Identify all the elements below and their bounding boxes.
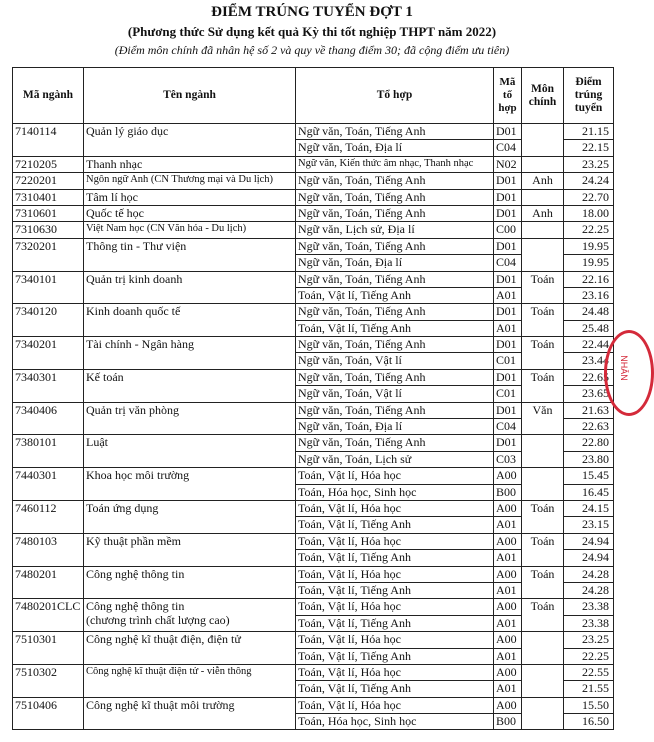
- main-subject: [522, 124, 564, 157]
- major-name: [84, 189, 296, 205]
- header-code: Mã ngành: [13, 68, 84, 124]
- combination-code: A01: [494, 517, 522, 533]
- admission-score: 22.25: [564, 648, 614, 664]
- combination-code: A00: [494, 533, 522, 549]
- admission-score: 19.95: [564, 255, 614, 271]
- admission-score: 18.00: [564, 205, 614, 221]
- combination-code: D01: [494, 173, 522, 189]
- subject-combination: Toán, Vật lí, Tiếng Anh: [296, 550, 494, 566]
- table-row: [13, 402, 614, 418]
- header-name: Tên ngành: [84, 68, 296, 124]
- table-row: [13, 468, 614, 484]
- main-subject: Toán: [522, 337, 564, 370]
- main-subject: [522, 697, 564, 730]
- major-name-line: Công nghệ thông tin: [86, 599, 185, 614]
- major-name-line: Thanh nhạc: [86, 156, 143, 171]
- table-row: [13, 205, 614, 221]
- major-name: [84, 664, 296, 697]
- combination-code: B00: [494, 484, 522, 500]
- major-name: [84, 599, 296, 632]
- table-row: [13, 304, 614, 320]
- major-name-line: Thông tin - Thư viện: [86, 238, 187, 253]
- subject-combination: Toán, Vật lí, Tiếng Anh: [296, 615, 494, 631]
- main-subject: [522, 238, 564, 271]
- official-seal: NHÂN: [604, 330, 654, 416]
- subject-combination: Ngữ văn, Toán, Địa lí: [296, 140, 494, 156]
- main-subject: Toán: [522, 533, 564, 566]
- major-code: 7340201: [13, 337, 84, 370]
- admission-score: 22.80: [564, 435, 614, 451]
- main-subject: [522, 189, 564, 205]
- combination-code: C04: [494, 419, 522, 435]
- admission-score: 22.44: [564, 337, 614, 353]
- main-subject: Toán: [522, 566, 564, 599]
- subject-combination: Toán, Vật lí, Tiếng Anh: [296, 320, 494, 336]
- table-row: [13, 566, 614, 582]
- major-name: [84, 173, 296, 189]
- combination-code: D01: [494, 369, 522, 385]
- combination-code: D01: [494, 189, 522, 205]
- admission-score: 24.28: [564, 566, 614, 582]
- major-code: 7210205: [13, 156, 84, 172]
- admission-score: 23.44: [564, 353, 614, 369]
- subject-combination: Ngữ văn, Toán, Địa lí: [296, 419, 494, 435]
- subject-combination: Toán, Hóa học, Sinh học: [296, 484, 494, 500]
- header-combo: Tổ hợp: [296, 68, 494, 124]
- combination-code: C04: [494, 255, 522, 271]
- table-row: [13, 222, 614, 238]
- subject-combination: Ngữ văn, Toán, Vật lí: [296, 386, 494, 402]
- table-row: [13, 337, 614, 353]
- combination-code: D01: [494, 435, 522, 451]
- major-name-line: Công nghệ kĩ thuật điện, điện tử: [86, 632, 241, 647]
- combination-code: C01: [494, 353, 522, 369]
- table-row: [13, 697, 614, 713]
- subject-combination: Ngữ văn, Toán, Tiếng Anh: [296, 238, 494, 254]
- admission-score: 25.48: [564, 320, 614, 336]
- combination-code: A01: [494, 681, 522, 697]
- subject-combination: Toán, Vật lí, Hóa học: [296, 500, 494, 516]
- admission-score: 15.50: [564, 697, 614, 713]
- admission-score: 23.25: [564, 156, 614, 172]
- combination-code: A00: [494, 697, 522, 713]
- combination-code: A01: [494, 648, 522, 664]
- major-name: [84, 337, 296, 370]
- combination-code: D01: [494, 402, 522, 418]
- admission-score: 22.63: [564, 419, 614, 435]
- subject-combination: Toán, Vật lí, Hóa học: [296, 632, 494, 648]
- table-row: [13, 500, 614, 516]
- admission-score: 19.95: [564, 238, 614, 254]
- admission-score: 23.80: [564, 451, 614, 467]
- table-row: [13, 173, 614, 189]
- admission-score: 24.94: [564, 533, 614, 549]
- table-row: [13, 664, 614, 680]
- admission-score: 22.15: [564, 140, 614, 156]
- major-name: [84, 632, 296, 665]
- subject-combination: Ngữ văn, Toán, Lịch sử: [296, 451, 494, 467]
- combination-code: C04: [494, 140, 522, 156]
- main-subject: [522, 222, 564, 238]
- major-name-line-2: (chương trình chất lượng cao): [86, 613, 230, 628]
- combination-code: D01: [494, 337, 522, 353]
- major-code: 7340406: [13, 402, 84, 435]
- major-code: 7440301: [13, 468, 84, 501]
- major-code: 7380101: [13, 435, 84, 468]
- major-code: 7460112: [13, 500, 84, 533]
- subject-combination: Ngữ văn, Toán, Tiếng Anh: [296, 402, 494, 418]
- document-title: ĐIỂM TRÚNG TUYỂN ĐỢT 1: [211, 4, 413, 20]
- major-name: [84, 304, 296, 337]
- major-name-line: Kỹ thuật phần mềm: [86, 533, 181, 548]
- admission-score: 21.55: [564, 681, 614, 697]
- admission-score: 23.38: [564, 599, 614, 615]
- major-name: [84, 566, 296, 599]
- main-subject: Toán: [522, 500, 564, 533]
- subject-combination: Toán, Vật lí, Hóa học: [296, 468, 494, 484]
- major-code: 7510301: [13, 632, 84, 665]
- table-row: [13, 599, 614, 615]
- table-row: [13, 435, 614, 451]
- major-name-line: Tài chính - Ngân hàng: [86, 337, 194, 352]
- major-name-line: Khoa học môi trường: [86, 468, 190, 483]
- admission-score: 24.15: [564, 500, 614, 516]
- subject-combination: Toán, Vật lí, Hóa học: [296, 533, 494, 549]
- combination-code: D01: [494, 271, 522, 287]
- admission-score: 22.25: [564, 222, 614, 238]
- subject-combination: Ngữ văn, Toán, Tiếng Anh: [296, 304, 494, 320]
- table-row: [13, 189, 614, 205]
- major-name: [84, 468, 296, 501]
- admission-score: 16.45: [564, 484, 614, 500]
- table-row: [13, 124, 614, 140]
- major-name-line: Ngôn ngữ Anh (CN Thương mại và Du lịch): [86, 174, 274, 186]
- combination-code: A00: [494, 599, 522, 615]
- admission-score: 22.65: [564, 369, 614, 385]
- admission-score: 16.50: [564, 714, 614, 730]
- major-name-line: Quản trị văn phòng: [86, 402, 179, 417]
- major-name-line: Kế toán: [86, 369, 124, 384]
- combination-code: N02: [494, 156, 522, 172]
- combination-code: A01: [494, 615, 522, 631]
- combination-code: D01: [494, 304, 522, 320]
- subject-combination: Ngữ văn, Lịch sử, Địa lí: [296, 222, 494, 238]
- combination-code: A00: [494, 500, 522, 516]
- major-name-line: Quản trị kinh doanh: [86, 271, 183, 286]
- major-name: [84, 435, 296, 468]
- subject-combination: Toán, Vật lí, Hóa học: [296, 697, 494, 713]
- subject-combination: Ngữ văn, Kiến thức âm nhạc, Thanh nhạc: [296, 156, 494, 172]
- combination-code: D01: [494, 238, 522, 254]
- admission-score: 22.16: [564, 271, 614, 287]
- main-subject: Anh: [522, 173, 564, 189]
- main-subject: [522, 156, 564, 172]
- subject-combination: Toán, Vật lí, Hóa học: [296, 599, 494, 615]
- subject-combination: Toán, Vật lí, Tiếng Anh: [296, 681, 494, 697]
- admission-score: 24.94: [564, 550, 614, 566]
- major-name-line: Tâm lí học: [86, 189, 138, 204]
- admission-score: 15.45: [564, 468, 614, 484]
- major-name-line: Công nghệ thông tin: [86, 566, 185, 581]
- table-row: [13, 369, 614, 385]
- admission-score: 24.28: [564, 582, 614, 598]
- major-code: 7480201: [13, 566, 84, 599]
- subject-combination: Ngữ văn, Toán, Tiếng Anh: [296, 369, 494, 385]
- major-name-line: Kinh doanh quốc tế: [86, 304, 181, 319]
- major-name: [84, 697, 296, 730]
- subject-combination: Ngữ văn, Toán, Tiếng Anh: [296, 173, 494, 189]
- subject-combination: Ngữ văn, Toán, Vật lí: [296, 353, 494, 369]
- main-subject: Toán: [522, 271, 564, 304]
- table-row: [13, 533, 614, 549]
- combination-code: B00: [494, 714, 522, 730]
- major-code: 7310401: [13, 189, 84, 205]
- major-code: 7340301: [13, 369, 84, 402]
- admission-score: 24.24: [564, 173, 614, 189]
- major-code: 7340120: [13, 304, 84, 337]
- subject-combination: Ngữ văn, Toán, Tiếng Anh: [296, 435, 494, 451]
- major-name: [84, 271, 296, 304]
- major-code: 7320201: [13, 238, 84, 271]
- subject-combination: Ngữ văn, Toán, Tiếng Anh: [296, 337, 494, 353]
- combination-code: A01: [494, 287, 522, 303]
- main-subject: Toán: [522, 304, 564, 337]
- main-subject: Văn: [522, 402, 564, 435]
- admission-score: 23.65: [564, 386, 614, 402]
- main-subject: [522, 664, 564, 697]
- table-row: [13, 271, 614, 287]
- main-subject: Toán: [522, 369, 564, 402]
- main-subject: Anh: [522, 205, 564, 221]
- combination-code: D01: [494, 205, 522, 221]
- major-name: [84, 156, 296, 172]
- major-code: 7480201CLC: [13, 599, 84, 632]
- header-score: Điểm trúng tuyển: [564, 68, 614, 124]
- admission-score: 23.16: [564, 287, 614, 303]
- subject-combination: Ngữ văn, Toán, Địa lí: [296, 255, 494, 271]
- combination-code: C03: [494, 451, 522, 467]
- table-row: [13, 632, 614, 648]
- subject-combination: Toán, Vật lí, Tiếng Anh: [296, 648, 494, 664]
- admission-score: 21.15: [564, 124, 614, 140]
- table-row: [13, 156, 614, 172]
- major-name-line: Quản lý giáo dục: [86, 124, 169, 138]
- combination-code: A00: [494, 664, 522, 680]
- major-name: [84, 402, 296, 435]
- document-subtitle: (Phương thức Sử dụng kết quả Kỳ thi tốt nghiệp THPT năm 2022): [127, 24, 497, 39]
- combination-code: A01: [494, 550, 522, 566]
- document-note: (Điểm môn chính đã nhân hệ số 2 và quy về thang điểm 30; đã cộng điểm ưu tiên): [114, 43, 510, 57]
- admission-score: 22.70: [564, 189, 614, 205]
- major-name: [84, 124, 296, 157]
- major-code: 7510302: [13, 664, 84, 697]
- header-combo-code: Mã tổ hợp: [494, 68, 522, 124]
- main-subject: [522, 468, 564, 501]
- major-name: [84, 500, 296, 533]
- major-name-line: Công nghệ kĩ thuật môi trường: [86, 697, 235, 712]
- main-subject: Toán: [522, 599, 564, 632]
- subject-combination: Toán, Vật lí, Hóa học: [296, 566, 494, 582]
- admission-scores-table: [12, 67, 614, 730]
- combination-code: A01: [494, 582, 522, 598]
- admission-score: 23.38: [564, 615, 614, 631]
- header-main-subject: Môn chính: [522, 68, 564, 124]
- subject-combination: Toán, Hóa học, Sinh học: [296, 714, 494, 730]
- combination-code: D01: [494, 124, 522, 140]
- subject-combination: Toán, Vật lí, Tiếng Anh: [296, 582, 494, 598]
- major-name: [84, 222, 296, 238]
- main-subject: [522, 632, 564, 665]
- combination-code: C00: [494, 222, 522, 238]
- subject-combination: Ngữ văn, Toán, Tiếng Anh: [296, 271, 494, 287]
- major-code: 7220201: [13, 173, 84, 189]
- admission-score: 22.55: [564, 664, 614, 680]
- subject-combination: Ngữ văn, Toán, Tiếng Anh: [296, 205, 494, 221]
- admission-score: 24.48: [564, 304, 614, 320]
- major-name-line: Quốc tế học: [86, 205, 144, 220]
- subject-combination: Ngữ văn, Toán, Tiếng Anh: [296, 124, 494, 140]
- major-name: [84, 205, 296, 221]
- major-code: 7510406: [13, 697, 84, 730]
- subject-combination: Ngữ văn, Toán, Tiếng Anh: [296, 189, 494, 205]
- major-code: 7140114: [13, 124, 84, 157]
- subject-combination: Toán, Vật lí, Tiếng Anh: [296, 517, 494, 533]
- admission-score: 23.25: [564, 632, 614, 648]
- major-name-line: Công nghệ kĩ thuật điện tử - viễn thông: [86, 665, 252, 677]
- major-code: 7480103: [13, 533, 84, 566]
- table-body: [13, 124, 614, 730]
- admission-score: 23.15: [564, 517, 614, 533]
- major-name: [84, 238, 296, 271]
- admission-score: 21.63: [564, 402, 614, 418]
- combination-code: A00: [494, 632, 522, 648]
- major-name-line: Luật: [86, 435, 108, 450]
- major-name-line: Việt Nam học (CN Văn hóa - Du lịch): [86, 223, 247, 235]
- combination-code: C01: [494, 386, 522, 402]
- subject-combination: Toán, Vật lí, Hóa học: [296, 664, 494, 680]
- major-code: 7310601: [13, 205, 84, 221]
- major-name: [84, 369, 296, 402]
- combination-code: A01: [494, 320, 522, 336]
- subject-combination: Toán, Vật lí, Tiếng Anh: [296, 287, 494, 303]
- main-subject: [522, 435, 564, 468]
- major-name-line: Toán ứng dụng: [86, 500, 159, 515]
- combination-code: A00: [494, 566, 522, 582]
- table-row: [13, 238, 614, 254]
- major-code: 7340101: [13, 271, 84, 304]
- major-code: 7310630: [13, 222, 84, 238]
- major-name: [84, 533, 296, 566]
- combination-code: A00: [494, 468, 522, 484]
